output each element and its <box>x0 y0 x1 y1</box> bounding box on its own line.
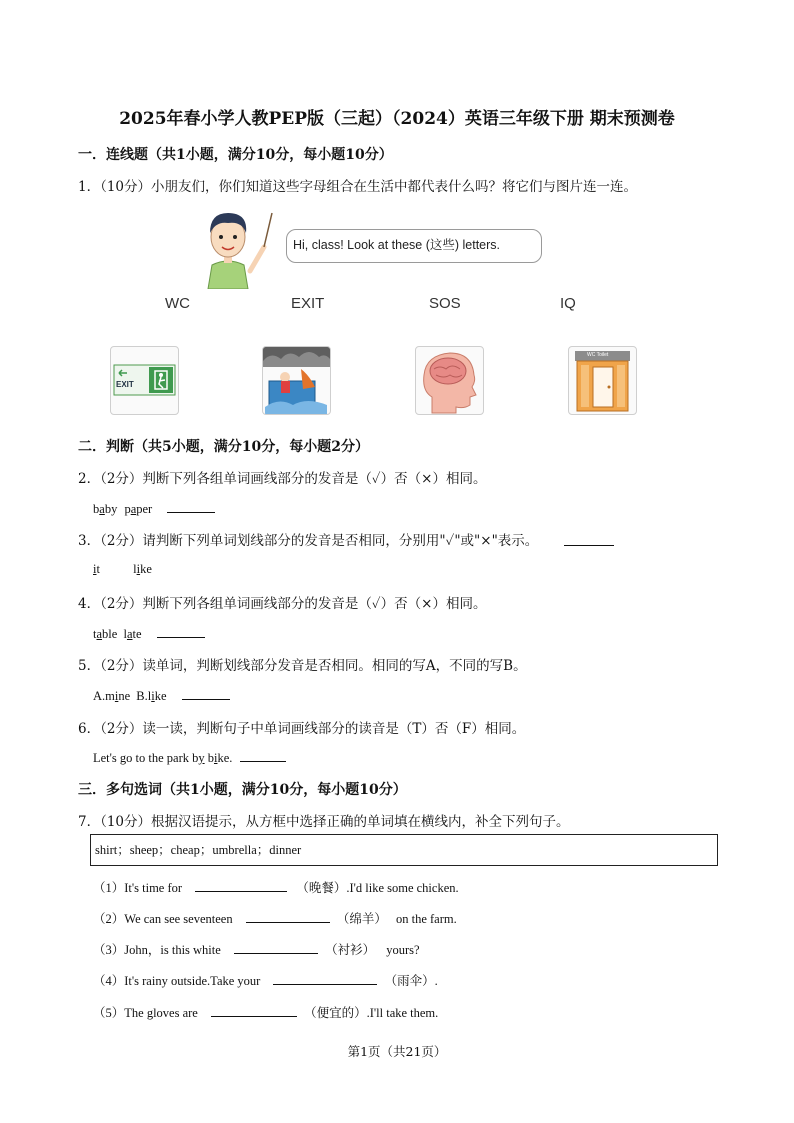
question-2-words <box>93 500 215 517</box>
question-3-words <box>93 562 152 577</box>
option-b-like: B.like <box>136 689 167 703</box>
answer-blank-q7-3[interactable] <box>234 941 318 954</box>
page-title: 2025年春小学人教PEP版（三起）（2024）英语三年级下册 期末预测卷 <box>119 109 675 129</box>
label-exit: EXIT <box>291 295 325 312</box>
question-2-text: 2．（2分）判断下列各组单词画线部分的发音是（✓）否（×）相同。 <box>78 471 487 487</box>
picture-flood-distress[interactable] <box>262 346 331 415</box>
question-6-sentence: Let's go to the park by bike. <box>93 749 286 766</box>
answer-blank-q7-4[interactable] <box>273 972 377 985</box>
q7-item-3: （3）John，is this white （衬衫） yours? <box>93 943 420 957</box>
picture-exit-sign[interactable] <box>110 346 179 415</box>
question-5-words <box>93 687 230 704</box>
word-like: like <box>133 562 152 576</box>
label-iq: IQ <box>560 295 576 312</box>
label-wc: WC <box>165 295 190 312</box>
page-footer: 第1页（共21页） <box>347 1044 447 1059</box>
question-1-text: 1．（10分）小朋友们，你们知道这些字母组合在生活中都代表什么吗？将它们与图片连一连。 <box>78 179 638 195</box>
answer-blank-q3[interactable] <box>564 533 614 546</box>
question-3-text: 3．（2分）请判断下列单词划线部分的发音是否相同，分别用"✓"或"×"表示。 <box>78 533 539 549</box>
speech-bubble-text: Hi, class! Look at these (这些) letters. <box>293 238 501 252</box>
question-4-text: 4．（2分）判断下列各组单词画线部分的发音是（✓）否（×）相同。 <box>78 596 487 612</box>
q7-item-5: （5）The gloves are （便宜的）.I'll take them. <box>93 1006 439 1020</box>
section-2-heading: 二．判断（共5小题，满分10分，每小题2分） <box>78 439 369 455</box>
q7-item-4: （4）It's rainy outside.Take your （雨伞）. <box>93 974 438 988</box>
word-paper: paper <box>124 502 153 516</box>
question-6-text: 6．（2分）读一读，判断句子中单词画线部分的读音是（T）否（F）相同。 <box>78 721 526 737</box>
answer-blank-q3-wrap <box>564 531 614 550</box>
flood-distress-icon <box>263 347 330 414</box>
q7-item-1: （1）It's time for （晚餐）.I'd like some chicken. <box>93 881 459 895</box>
question-7-text: 7．（10分）根据汉语提示，从方框中选择正确的单词填在横线内，补全下列句子。 <box>78 814 570 830</box>
picture-toilet-booth[interactable] <box>568 346 637 415</box>
answer-blank-q7-2[interactable] <box>246 910 330 923</box>
word-it: it <box>93 562 100 576</box>
answer-blank-q4[interactable] <box>157 625 205 638</box>
booth-sign-label: WC Toilet <box>587 352 609 358</box>
question-4-words <box>93 625 205 642</box>
word-box: shirt；sheep；cheap；umbrella；dinner <box>90 834 718 866</box>
option-a-mine: A.mine <box>93 689 131 703</box>
word-late: late <box>123 627 142 641</box>
answer-blank-q7-5[interactable] <box>211 1004 297 1017</box>
label-sos: SOS <box>429 295 461 312</box>
speech-bubble <box>286 229 542 263</box>
brain-head-icon <box>416 347 483 414</box>
answer-blank-q5[interactable] <box>182 687 230 700</box>
picture-brain-head[interactable] <box>415 346 484 415</box>
q7-item-2: （2）We can see seventeen （绵羊） on the farm. <box>93 912 457 926</box>
section-1-heading: 一．连线题（共1小题，满分10分，每小题10分） <box>78 147 393 163</box>
section-3-heading: 三．多句选词（共1小题，满分10分，每小题10分） <box>78 782 407 798</box>
question-5-text: 5．（2分）读单词，判断划线部分发音是否相同。相同的写A，不同的写B。 <box>78 658 527 674</box>
answer-blank-q6[interactable] <box>240 749 286 762</box>
word-table: table <box>93 627 118 641</box>
exit-sign-label: EXIT <box>116 380 134 389</box>
question-1-illustration <box>100 205 648 427</box>
teacher-figure <box>198 207 288 289</box>
answer-blank-q7-1[interactable] <box>195 879 287 892</box>
word-baby: baby <box>93 502 118 516</box>
answer-blank-q2[interactable] <box>167 500 215 513</box>
